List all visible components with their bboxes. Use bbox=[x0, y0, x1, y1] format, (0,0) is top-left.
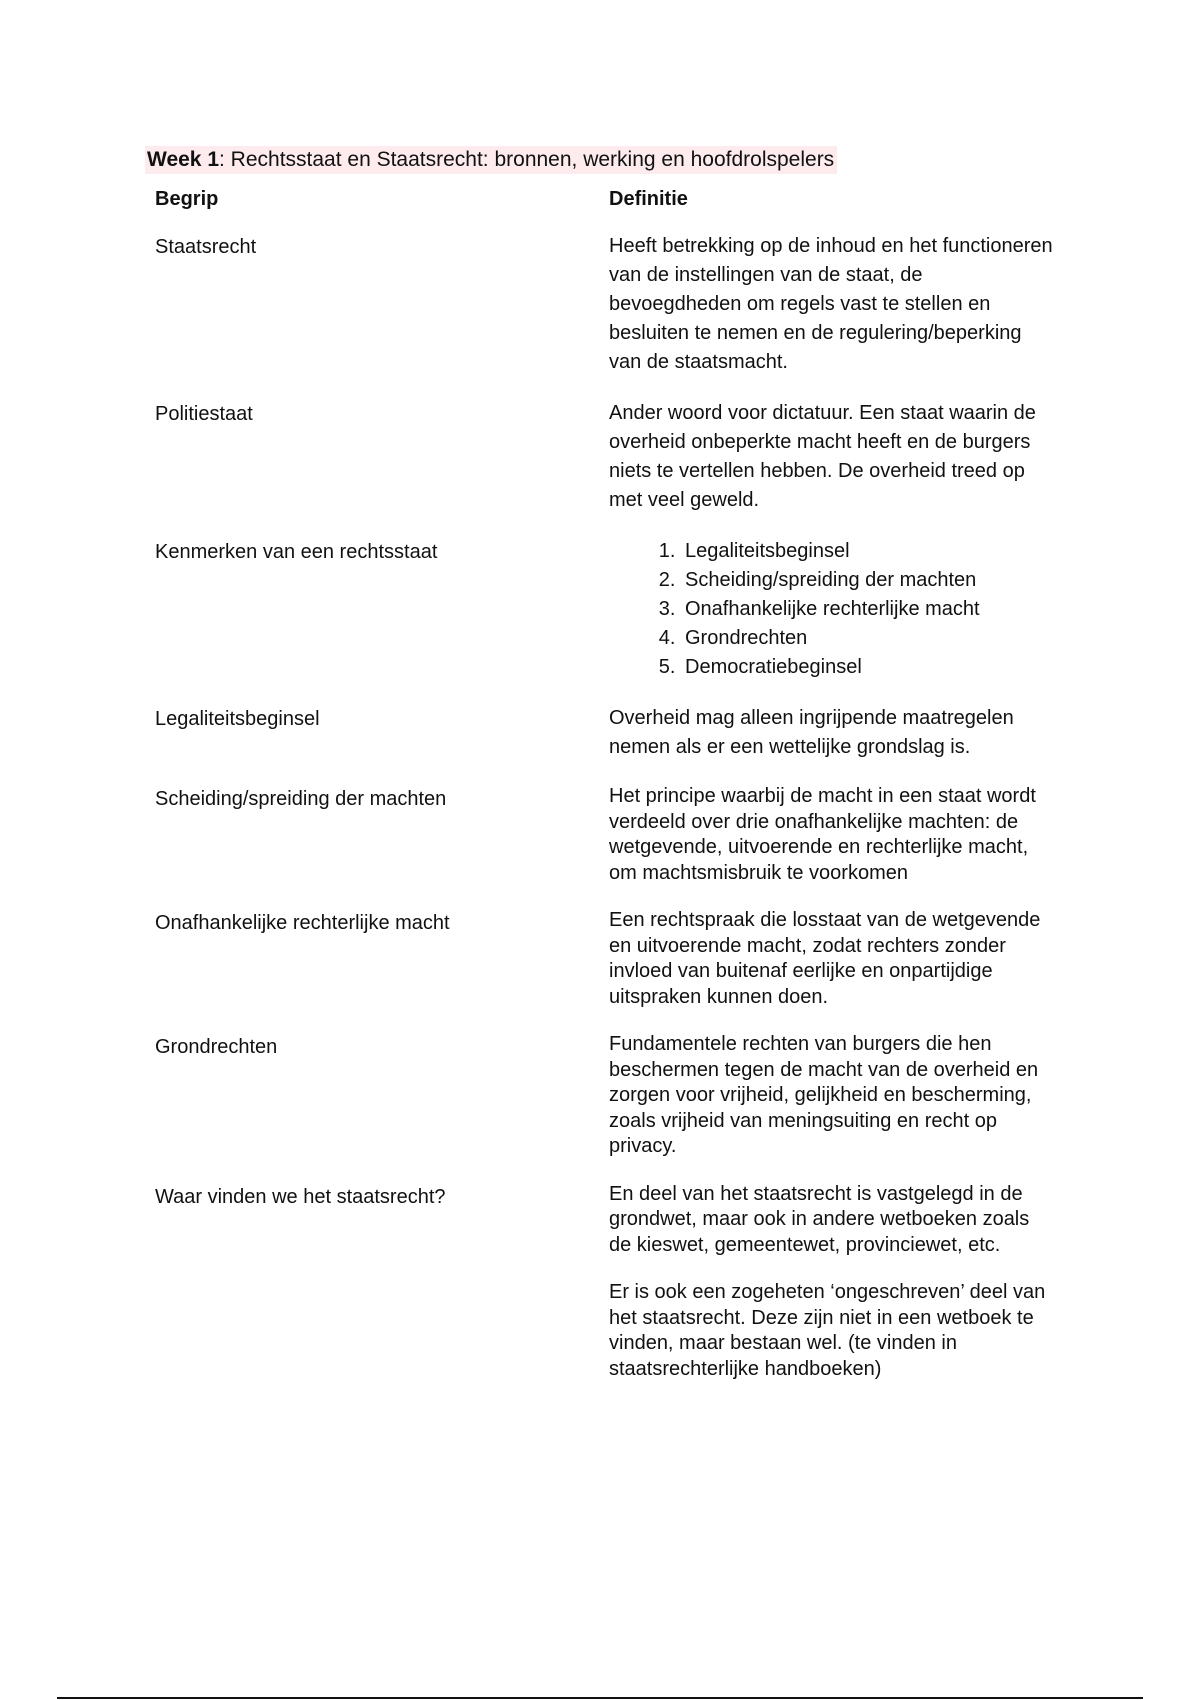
glossary-table bbox=[155, 184, 1055, 1404]
table-row bbox=[155, 1032, 1055, 1160]
list-item: 1. Legaliteitsbeginsel bbox=[681, 537, 1055, 566]
definition-paragraph-extra: Er is ook een zogeheten ‘ongeschreven’ deel van het staatsrecht. Deze zijn niet in een wetboek te vinden, maar bestaan wel. (te vinden in staatsrechterlijke handboeken) bbox=[609, 1281, 1046, 1380]
table-row bbox=[155, 1182, 1055, 1383]
header-definition: Definitie bbox=[609, 188, 688, 210]
definition-cell: Een rechtspraak die losstaat van de wetgevende en uitvoerende macht, zodat rechters zonder invloed van buitenaf eerlijke en onpartijdige uitspraken kunnen doen. bbox=[609, 909, 1041, 1008]
definition-cell: Fundamentele rechten van burgers die hen beschermen tegen de macht van de overheid en zorgen voor vrijheid, gelijkheid en bescherming, zoals vrijheid van meningsuiting en recht op privacy. bbox=[609, 1033, 1039, 1157]
term-cell: Scheiding/spreiding der machten bbox=[155, 788, 447, 810]
table-row bbox=[155, 704, 1055, 762]
table-row bbox=[155, 399, 1055, 515]
definition-cell bbox=[609, 1182, 1055, 1383]
definition-paragraph: En deel van het staatsrecht is vastgelegd in de grondwet, maar ook in andere wetboeken zoals de kieswet, gemeentewet, provinciewet, etc. bbox=[609, 1182, 1030, 1256]
page-title-text: : Rechtsstaat en Staatsrecht: bronnen, werking en hoofdrolspelers bbox=[219, 148, 835, 171]
list-item: 3. Onafhankelijke rechterlijke macht bbox=[681, 595, 1055, 624]
term-cell: Staatsrecht bbox=[155, 236, 257, 258]
definition-cell: Heeft betrekking op de inhoud en het functioneren van de instellingen van de staat, de bevoegdheden om regels vast te stellen en besluiten te nemen en de regulering/beperking van de staatsmacht. bbox=[609, 235, 1053, 373]
table-row bbox=[155, 784, 1055, 886]
definition-cell: Het principe waarbij de macht in een staat wordt verdeeld over drie onafhankelijke machten: de wetgevende, uitvoerende en rechterlijke macht, om machtsmisbruik te voorkomen bbox=[609, 785, 1036, 884]
term-cell: Politiestaat bbox=[155, 403, 253, 425]
term-cell: Onafhankelijke rechterlijke macht bbox=[155, 912, 450, 934]
term-cell: Grondrechten bbox=[155, 1036, 278, 1058]
definition-cell: Ander woord voor dictatuur. Een staat waarin de overheid onbeperkte macht heeft en de burgers niets te vertellen hebben. De overheid treed op met veel geweld. bbox=[609, 402, 1036, 511]
list-item: 4. Grondrechten bbox=[681, 624, 1055, 653]
list-item: 2. Scheiding/spreiding der machten bbox=[681, 566, 1055, 595]
bottom-divider bbox=[57, 1697, 1143, 1699]
header-term: Begrip bbox=[155, 188, 219, 210]
table-header-row bbox=[155, 184, 1055, 214]
list-item: 5. Democratiebeginsel bbox=[681, 653, 1055, 682]
table-row bbox=[155, 232, 1055, 377]
definition-cell: Overheid mag alleen ingrijpende maatregelen nemen als er een wettelijke grondslag is. bbox=[609, 707, 1014, 758]
definition-cell bbox=[609, 537, 1055, 682]
characteristics-list bbox=[609, 537, 1055, 682]
term-cell: Kenmerken van een rechtsstaat bbox=[155, 541, 438, 563]
page-title bbox=[145, 146, 837, 174]
term-cell: Waar vinden we het staatsrecht? bbox=[155, 1185, 446, 1208]
week-label: Week 1 bbox=[147, 148, 219, 171]
term-cell: Legaliteitsbeginsel bbox=[155, 708, 320, 730]
table-row bbox=[155, 537, 1055, 682]
table-row bbox=[155, 908, 1055, 1010]
